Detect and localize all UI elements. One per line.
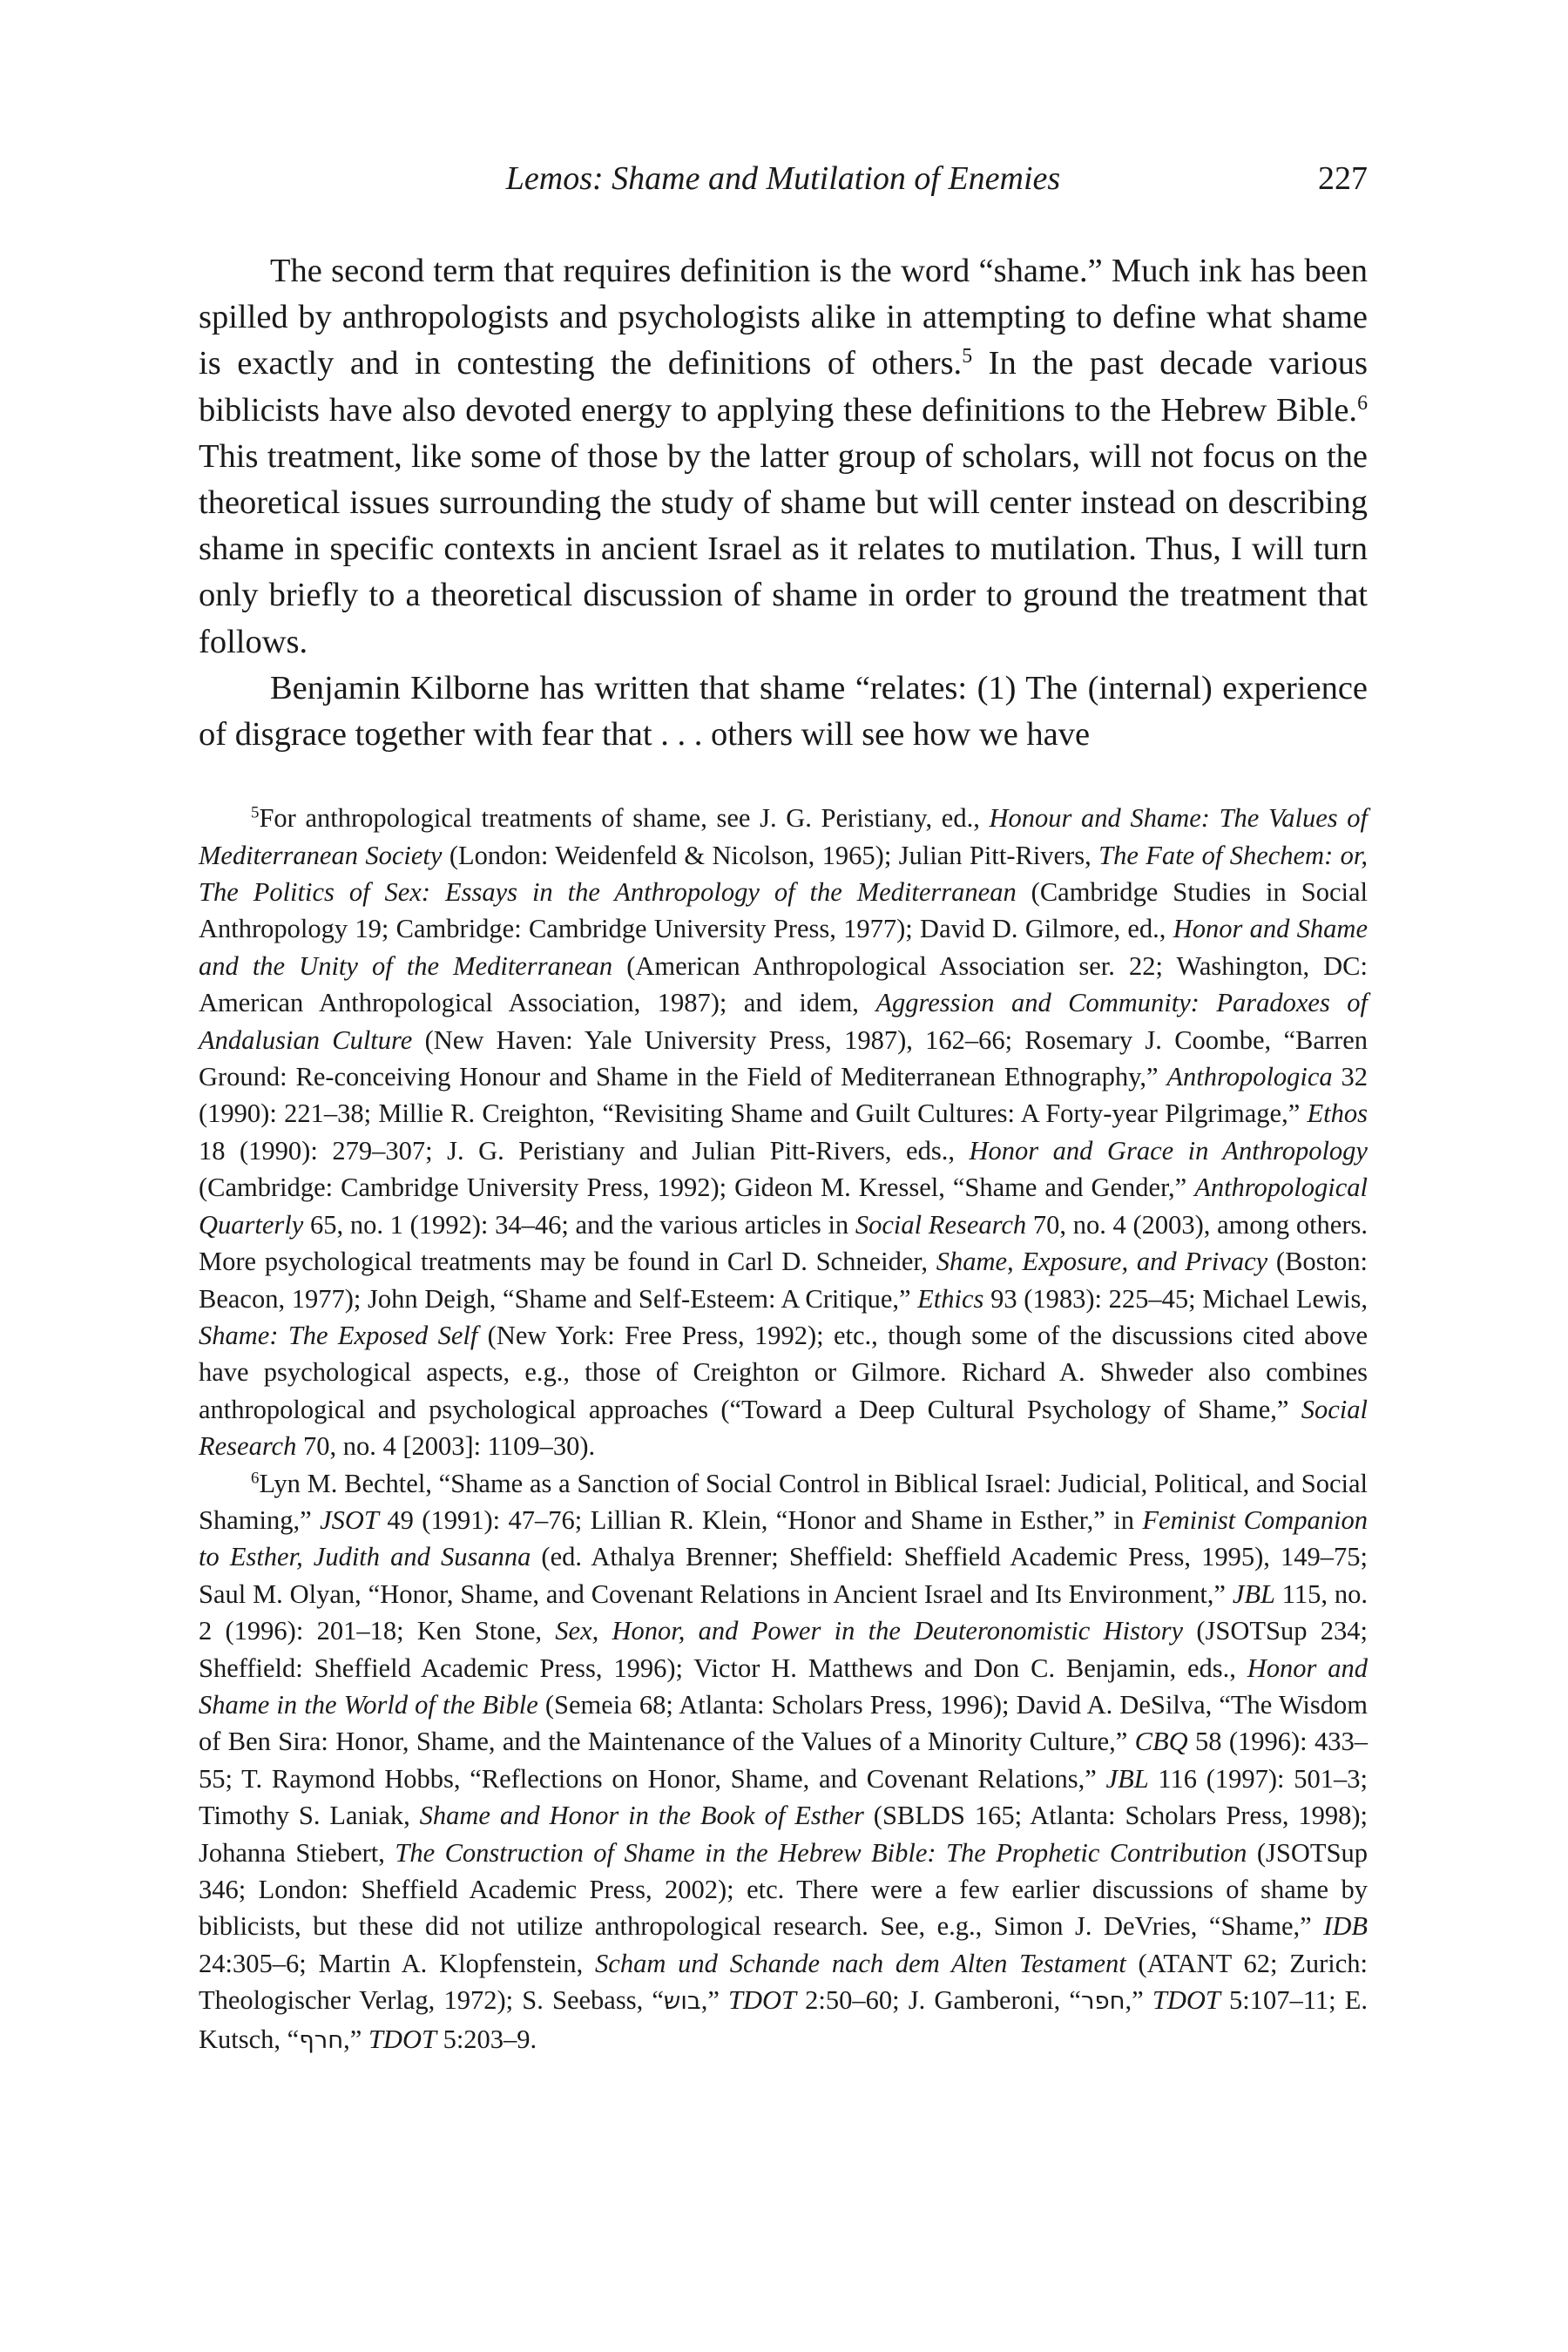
fn6-title: IDB bbox=[1323, 1911, 1368, 1942]
fn6-text: ,” bbox=[1125, 1985, 1152, 2016]
fn6-title: TDOT bbox=[1152, 1985, 1220, 2016]
footnote-6 bbox=[199, 1465, 1368, 2060]
page-number: 227 bbox=[1318, 160, 1368, 197]
fn5-title: Social Research bbox=[855, 1209, 1027, 1240]
fn6-title: TDOT bbox=[728, 1985, 796, 2016]
fn6-text: (JSOTSup 346; London: Sheffield Academic Press, 2002); etc. There were a few earlier discussions of shame by biblicists, but these did not utilize anthropological research. See, e.g., Simon J. DeVries, “Shame,” bbox=[199, 1837, 1369, 1942]
footnote-ref-6[interactable]: 6 bbox=[1357, 391, 1368, 415]
fn5-title: The Fate of Shechem: or, The Politics of Sex: Essays in the Anthropology of the Mediterranean bbox=[199, 840, 1369, 908]
fn6-title: Feminist Companion to Esther, Judith and Susanna bbox=[199, 1504, 1368, 1572]
fn6-title: Honor and Shame in the World of the Bible bbox=[199, 1652, 1368, 1720]
fn6-text: 49 (1991): 47–76; Lillian R. Klein, “Honor and Shame in Esther,” in bbox=[378, 1504, 1143, 1535]
hebrew-word: חפר bbox=[1080, 1988, 1125, 2016]
fn6-title: CBQ bbox=[1134, 1727, 1188, 1757]
fn6-text: 5:203–9. bbox=[436, 2024, 537, 2054]
fn6-title: JBL bbox=[1232, 1578, 1275, 1609]
fn6-text: 116 (1997): 501–3; Timothy S. Laniak, bbox=[199, 1763, 1368, 1831]
fn5-text: 93 (1983): 225–45; Michael Lewis, bbox=[983, 1283, 1368, 1314]
fn6-title: TDOT bbox=[368, 2024, 436, 2054]
fn5-title: Honour and Shame: The Values of Mediterranean Society bbox=[199, 803, 1368, 870]
footnotes bbox=[199, 800, 1368, 2059]
footnote-5 bbox=[199, 800, 1368, 1464]
footnote-number-6: 6 bbox=[251, 1469, 260, 1488]
fn5-title: Aggression and Community: Paradoxes of Andalusian Culture bbox=[199, 988, 1369, 1055]
fn6-title: Shame and Honor in the Book of Esther bbox=[419, 1801, 864, 1831]
footnote-number-5: 5 bbox=[251, 803, 260, 822]
paragraph-2: Benjamin Kilborne has written that shame “relates: (1) The (internal) experience of disgrace together with fear that . . . others will see how we have bbox=[199, 669, 1368, 754]
fn5-text: 18 (1990): 279–307; J. G. Peristiany and Julian Pitt-Rivers, eds., bbox=[199, 1135, 970, 1166]
fn5-title: Shame: The Exposed Self bbox=[199, 1320, 478, 1350]
fn5-text: (Boston: Beacon, 1977); John Deigh, “Shame and Self-Esteem: A Critique,” bbox=[199, 1247, 1368, 1314]
book-page bbox=[199, 152, 1368, 2059]
fn6-text: ,” bbox=[343, 2024, 368, 2054]
fn6-text: (JSOTSup 234; Sheffield: Sheffield Academic Press, 1996); Victor H. Matthews and Don C. Benjamin, eds., bbox=[199, 1616, 1368, 1683]
fn5-title: Honor and Grace in Anthropology bbox=[969, 1135, 1368, 1166]
fn6-text: Lyn M. Bechtel, “Shame as a Sanction of Social Control in Biblical Israel: Judicial, Political, and Social Shaming,” bbox=[199, 1468, 1368, 1535]
fn5-text: (London: Weidenfeld & Nicolson, 1965); Julian Pitt-Rivers, bbox=[442, 840, 1099, 870]
fn5-title: Ethos bbox=[1307, 1098, 1368, 1129]
fn6-text: 24:305–6; Martin A. Klopfenstein, bbox=[199, 1948, 596, 1978]
fn5-title: Shame, Exposure, and Privacy bbox=[936, 1247, 1268, 1277]
running-title: Lemos: Shame and Mutilation of Enemies bbox=[505, 160, 1061, 197]
fn6-text: (Semeia 68; Atlanta: Scholars Press, 1996); David A. DeSilva, “The Wisdom of Ben Sira: Honor, Shame, and the Maintenance of the Values of a Minority Culture,” bbox=[199, 1689, 1368, 1757]
fn6-title: The Construction of Shame in the Hebrew Bible: The Prophetic Contribution bbox=[395, 1837, 1247, 1868]
fn6-text: 5:107–11; E. Kutsch, “ bbox=[199, 1985, 1368, 2054]
fn5-text: 70, no. 4 [2003]: 1109–30). bbox=[296, 1431, 596, 1462]
fn6-title: JBL bbox=[1105, 1763, 1149, 1794]
paragraph-1-text-a: The second term that requires definition is the word “shame.” Much ink has been spilled by anthropologists and psychologists alike in attempting to define what shame is exactly and in contesting the definitions of others. bbox=[199, 253, 1368, 382]
fn6-text: (ATANT 62; Zurich: Theologischer Verlag, 1972); S. Seebass, “ bbox=[199, 1948, 1368, 2016]
fn6-text: 115, no. 2 (1996): 201–18; Ken Stone, bbox=[199, 1578, 1369, 1646]
fn6-text: ,” bbox=[700, 1985, 729, 2016]
fn5-text: 65, no. 1 (1992): 34–46; and the various articles in bbox=[303, 1209, 855, 1240]
running-head bbox=[199, 152, 1368, 205]
fn6-text: 2:50–60; J. Gamberoni, “ bbox=[796, 1985, 1081, 2016]
fn5-text: (Cambridge Studies in Social Anthropology 19; Cambridge: Cambridge University Press, 1977); David D. Gilmore, ed., bbox=[199, 877, 1368, 944]
fn5-text: For anthropological treatments of shame, see J. G. Peristiany, ed., bbox=[259, 803, 990, 834]
fn5-title: Social Research bbox=[199, 1394, 1368, 1462]
paragraph-1-text-b: In the past decade various biblicists have also devoted energy to applying these definitions to the Hebrew Bible. bbox=[199, 345, 1368, 429]
paragraph-1-text-c: This treatment, like some of those by the latter group of scholars, will not focus on the theoretical issues surrounding the study of shame but will center instead on describing shame in specific contexts in ancient Israel as it relates to mutilation. Thus, I will turn only briefly to a theoretical discussion of shame in order to ground the treatment that follows. bbox=[199, 437, 1368, 660]
fn6-title: Sex, Honor, and Power in the Deuteronomistic History bbox=[555, 1616, 1184, 1646]
fn5-title: Ethics bbox=[917, 1283, 984, 1314]
fn6-title: Scham und Schande nach dem Alten Testament bbox=[595, 1948, 1126, 1978]
fn5-text: (Cambridge: Cambridge University Press, 1992); Gideon M. Kressel, “Shame and Gender,” bbox=[199, 1173, 1195, 1203]
hebrew-word: חרף bbox=[299, 2026, 344, 2054]
fn6-text: (SBLDS 165; Atlanta: Scholars Press, 1998); Johanna Stiebert, bbox=[199, 1801, 1368, 1868]
main-text bbox=[199, 248, 1368, 758]
fn5-title: Honor and Shame and the Unity of the Mediterranean bbox=[199, 914, 1368, 981]
fn6-text: (ed. Athalya Brenner; Sheffield: Sheffield Academic Press, 1995), 149–75; Saul M. Olyan, “Honor, Shame, and Covenant Relations in Ancient Israel and Its Environment,” bbox=[199, 1542, 1368, 1609]
fn5-title: Anthropological Quarterly bbox=[199, 1173, 1368, 1240]
footnote-ref-5[interactable]: 5 bbox=[962, 345, 973, 368]
fn5-text: 70, no. 4 (2003), among others. More psychological treatments may be found in Carl D. Schneider, bbox=[199, 1209, 1368, 1277]
fn6-text: 58 (1996): 433–55; T. Raymond Hobbs, “Reflections on Honor, Shame, and Covenant Relations,” bbox=[199, 1727, 1368, 1794]
fn5-text: (American Anthropological Association ser. 22; Washington, DC: American Anthropological Association, 1987); and idem, bbox=[199, 950, 1368, 1018]
fn5-text: (New Haven: Yale University Press, 1987), 162–66; Rosemary J. Coombe, “Barren Ground: Re-conceiving Honour and Shame in the Field of Mediterranean Ethnography,” bbox=[199, 1024, 1368, 1092]
fn5-text: (New York: Free Press, 1992); etc., though some of the discussions cited above have psychological aspects, e.g., those of Creighton or Gilmore. Richard A. Shweder also combines anthropological and psychological approaches (“Toward a Deep Cultural Psychology of Shame,” bbox=[199, 1320, 1369, 1424]
fn5-text: 32 (1990): 221–38; Millie R. Creighton, “Revisiting Shame and Guilt Cultures: A Forty-year Pilgrimage,” bbox=[199, 1062, 1369, 1129]
fn5-title: Anthropologica bbox=[1166, 1062, 1333, 1092]
hebrew-word: בוש bbox=[663, 1988, 701, 2016]
paragraph-1 bbox=[199, 248, 1368, 666]
fn6-title: JSOT bbox=[320, 1504, 379, 1535]
